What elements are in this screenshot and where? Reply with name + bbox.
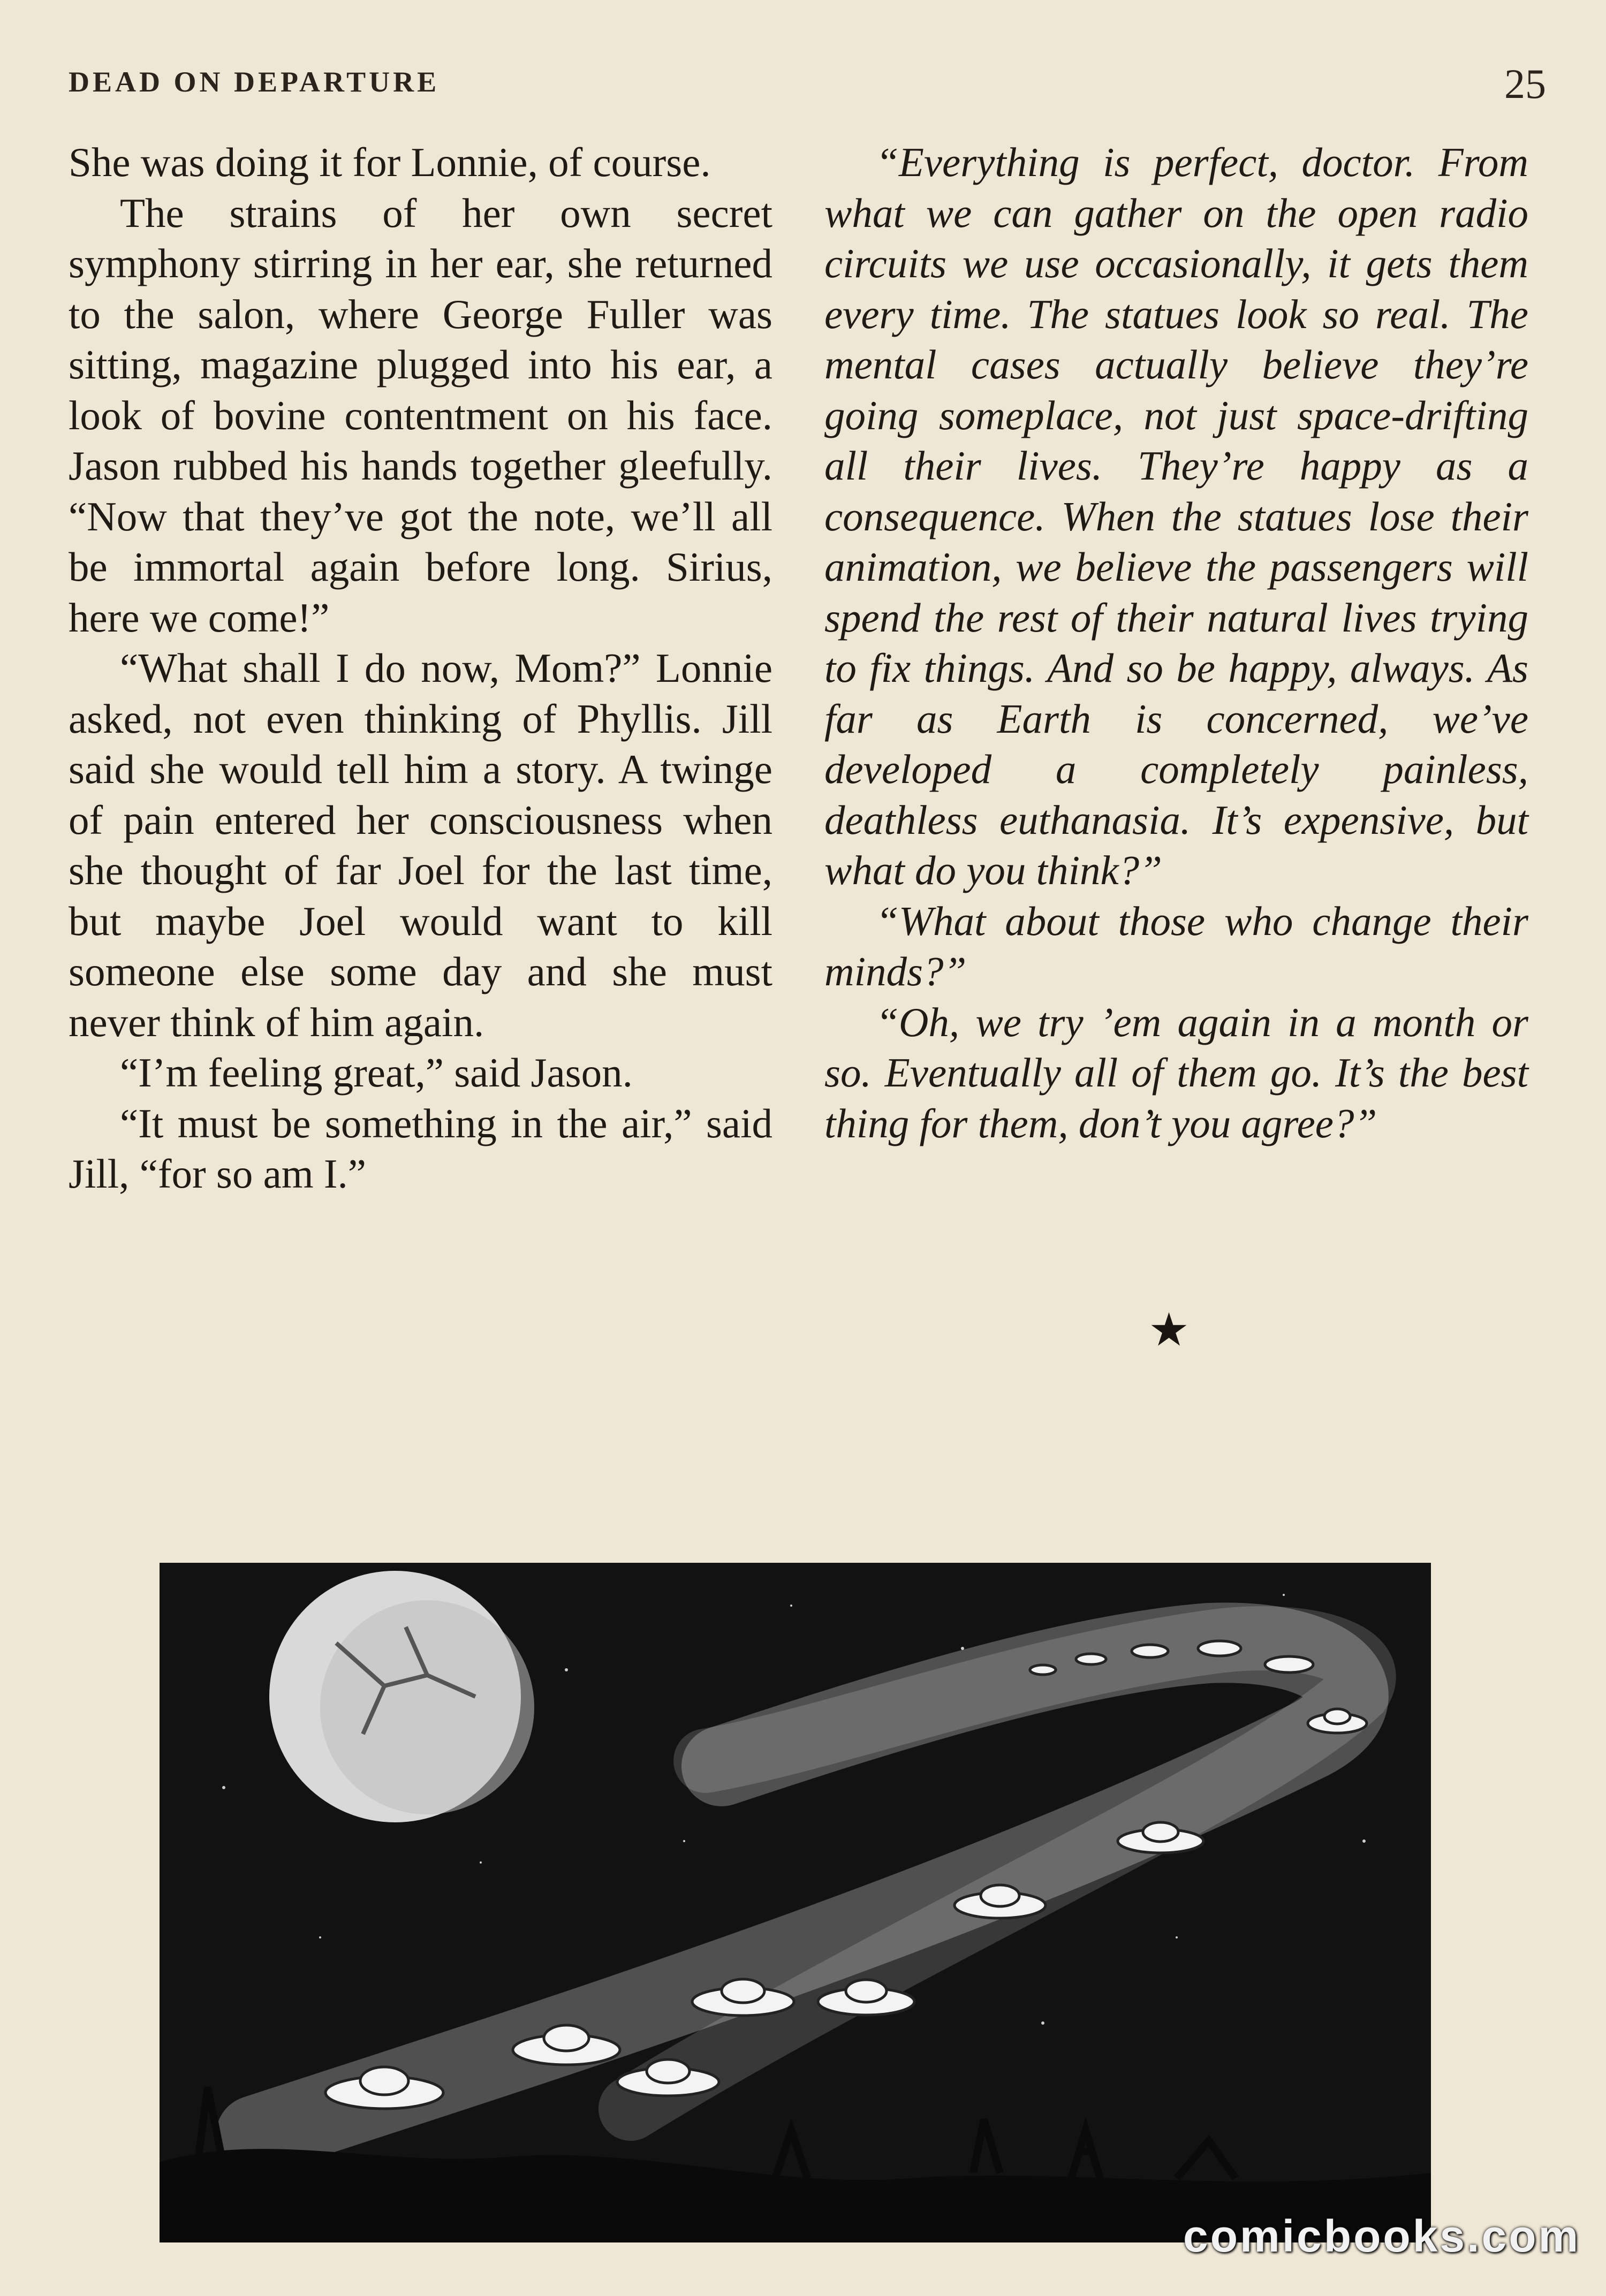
paragraph: “What shall I do now, Mom?” Lonnie asked, not even thinking of Phyllis. Jill said she would tell him a story. A twinge of pain entered her consciousness when she thought of far Joel for the last time, but maybe Joel would want to kill someone else some day and she must never think of him again. [69, 645, 772, 1045]
left-text-column [69, 137, 772, 1199]
paragraph: “Oh, we try ’em again in a month or so. Eventually all of them go. It’s the best thing for them, don’t you agree?” [824, 999, 1528, 1146]
page-number: 25 [1504, 60, 1546, 107]
flying-saucers-illustration [160, 1563, 1431, 2242]
page-header [69, 60, 1546, 113]
paragraph: “What about those who change their minds?” [824, 898, 1528, 994]
end-star-mark: ★ [1148, 1304, 1190, 1356]
paragraph: “Everything is perfect, doctor. From what we can gather on the open radio circuits we use occasionally, it gets them every time. The statues look so real. The mental cases actually believe they’re going someplace, not just space-drifting all their lives. They’re happy as a consequence. When the statues lose their animation, we believe the passengers will spend the rest of their natural lives trying to fix things. And so be happy, always. As far as Earth is concerned, we’ve developed a completely painless, deathless euthanasia. It’s expensive, but what do you think?” [824, 139, 1528, 893]
paragraph: “It must be something in the air,” said Jill, “for so am I.” [69, 1100, 772, 1197]
right-text-column [824, 137, 1528, 1149]
watermark: comicbooks.com [1183, 2211, 1581, 2261]
running-head: DEAD ON DEPARTURE [69, 66, 440, 98]
paragraph: The strains of her own secret symphony stirring in her ear, she returned to the salon, where George Fuller was sitting, magazine plugged into his ear, a look of bovine contentment on his face. Jason rubbed his hands together gleefully. “Now that they’ve got the note, we’ll all be immortal again before long. Sirius, here we come!” [69, 189, 772, 641]
paragraph: “I’m feeling great,” said Jason. [120, 1050, 633, 1096]
paragraph: She was doing it for Lonnie, of course. [69, 139, 711, 185]
